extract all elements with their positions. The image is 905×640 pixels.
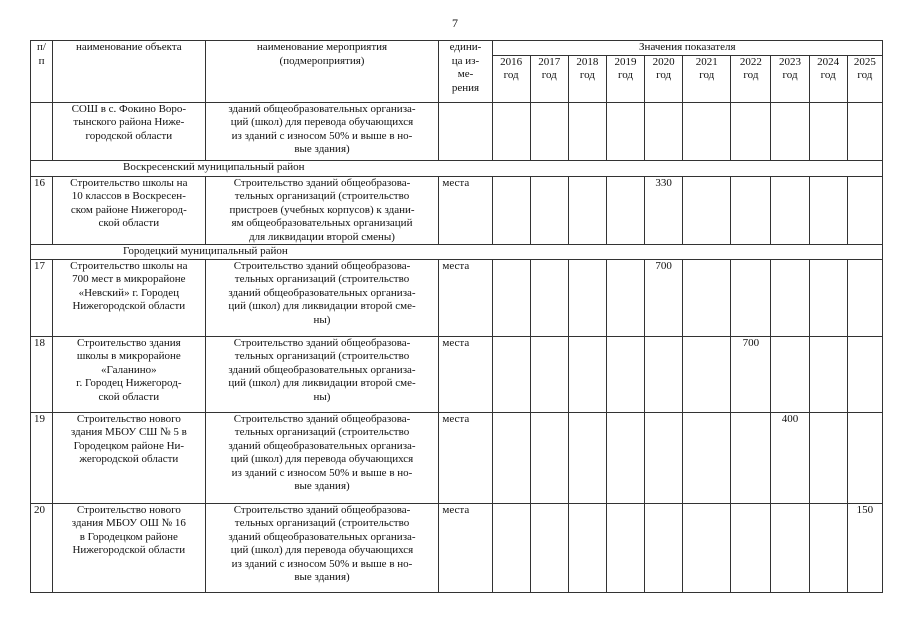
row-object: Строительство здания школы в микрорайоне «Галанино» г. Городец Нижегород- ской области	[53, 336, 206, 412]
row-year-value	[568, 503, 606, 592]
table-row	[31, 176, 883, 245]
row-year-value	[731, 259, 771, 336]
row-year-value	[492, 412, 530, 503]
header-year: 2025 год	[847, 55, 882, 102]
row-year-value: 400	[771, 412, 809, 503]
row-year-value	[492, 336, 530, 412]
row-year-value	[492, 102, 530, 160]
row-year-value	[809, 102, 847, 160]
row-year-value: 330	[645, 176, 683, 245]
row-year-value	[530, 102, 568, 160]
table-row	[31, 336, 883, 412]
row-year-value	[683, 503, 731, 592]
page-number: 7	[452, 16, 458, 30]
row-measure: Строительство зданий общеобразова- тельных организаций (строительство зданий общеобразовательных организа- ций (школ) для ликвидации второй сме- ны)	[205, 259, 439, 336]
row-measure: Строительство зданий общеобразова- тельных организаций (строительство зданий общеобразовательных организа- ций (школ) для ликвидации второй сме- ны)	[205, 336, 439, 412]
row-object: Строительство школы на 700 мест в микрорайоне «Невский» г. Городец Нижегородской области	[53, 259, 206, 336]
row-year-value	[731, 503, 771, 592]
row-year-value	[847, 176, 882, 245]
row-year-value	[492, 259, 530, 336]
row-year-value	[645, 102, 683, 160]
row-year-value	[645, 412, 683, 503]
row-year-value	[606, 102, 644, 160]
row-object: СОШ в с. Фокино Воро- тынского района Ниже- городской области	[53, 102, 206, 160]
row-unit	[439, 102, 492, 160]
header-year: 2023 год	[771, 55, 809, 102]
header-values-title: Значения показателя	[492, 41, 882, 56]
header-unit: едини- ца из- ме- рения	[439, 41, 492, 103]
row-year-value	[809, 336, 847, 412]
row-num: 19	[31, 412, 53, 503]
row-year-value	[683, 102, 731, 160]
row-object: Строительство нового здания МБОУ ОШ № 16 в Городецком районе Нижегородской области	[53, 503, 206, 592]
table-row	[31, 259, 883, 336]
row-year-value	[492, 176, 530, 245]
row-year-value	[847, 336, 882, 412]
row-num: 20	[31, 503, 53, 592]
table-row	[31, 102, 883, 160]
row-year-value	[683, 412, 731, 503]
header-year: 2021 год	[683, 55, 731, 102]
header-year: 2017 год	[530, 55, 568, 102]
header-year: 2020 год	[645, 55, 683, 102]
row-year-value	[606, 503, 644, 592]
header-year: 2016 год	[492, 55, 530, 102]
row-unit: места	[439, 259, 492, 336]
row-year-value	[606, 259, 644, 336]
row-year-value	[809, 176, 847, 245]
row-measure: Строительство зданий общеобразова- тельных организаций (строительство зданий общеобразовательных организа- ций (школ) для перевода обучающихся из зданий с износом 50% и выше в но- вые здания)	[205, 503, 439, 592]
row-unit: места	[439, 503, 492, 592]
row-unit: места	[439, 176, 492, 245]
row-year-value	[568, 259, 606, 336]
row-year-value	[771, 336, 809, 412]
row-year-value	[568, 336, 606, 412]
row-year-value	[731, 412, 771, 503]
header-year: 2019 год	[606, 55, 644, 102]
row-measure: Строительство зданий общеобразова- тельных организаций (строительство зданий общеобразовательных организа- ций (школ) для перевода обучающихся из зданий с износом 50% и выше в но- вые здания)	[205, 412, 439, 503]
row-year-value	[731, 176, 771, 245]
table-row	[31, 412, 883, 503]
row-year-value	[606, 412, 644, 503]
row-unit: места	[439, 336, 492, 412]
row-year-value	[771, 503, 809, 592]
row-num	[31, 102, 53, 160]
row-object: Строительство школы на 10 классов в Воскресен- ском районе Нижегород- ской области	[53, 176, 206, 245]
region-label: Городецкий муниципальный район	[31, 245, 883, 260]
row-year-value: 700	[645, 259, 683, 336]
row-year-value	[847, 102, 882, 160]
header-num: п/ п	[31, 41, 53, 103]
row-year-value	[771, 176, 809, 245]
row-year-value	[606, 176, 644, 245]
row-year-value	[568, 176, 606, 245]
row-num: 18	[31, 336, 53, 412]
row-year-value	[530, 259, 568, 336]
row-year-value	[568, 412, 606, 503]
row-year-value	[645, 336, 683, 412]
row-year-value	[683, 176, 731, 245]
row-year-value	[492, 503, 530, 592]
row-year-value	[683, 336, 731, 412]
row-num: 16	[31, 176, 53, 245]
header-object: наименование объекта	[53, 41, 206, 103]
row-year-value	[847, 412, 882, 503]
region-row	[31, 160, 883, 176]
header-measure: наименование мероприятия (подмероприятия)	[205, 41, 439, 103]
indicator-table	[30, 40, 883, 593]
row-year-value	[530, 336, 568, 412]
header-year: 2022 год	[731, 55, 771, 102]
header-year: 2024 год	[809, 55, 847, 102]
row-year-value: 150	[847, 503, 882, 592]
row-num: 17	[31, 259, 53, 336]
region-row	[31, 245, 883, 260]
row-object: Строительство нового здания МБОУ СШ № 5 в Городецком районе Ни- жегородской области	[53, 412, 206, 503]
row-measure: зданий общеобразовательных организа- ций (школ) для перевода обучающихся из зданий с износом 50% и выше в но- вые здания)	[205, 102, 439, 160]
row-year-value: 700	[731, 336, 771, 412]
row-measure: Строительство зданий общеобразова- тельных организаций (строительство пристроев (учебных корпусов) к здани- ям общеобразовательных организаций для ликвидации второй смены)	[205, 176, 439, 245]
row-year-value	[530, 412, 568, 503]
row-year-value	[683, 259, 731, 336]
row-year-value	[847, 259, 882, 336]
row-year-value	[731, 102, 771, 160]
row-year-value	[530, 503, 568, 592]
row-year-value	[809, 503, 847, 592]
row-year-value	[568, 102, 606, 160]
row-year-value	[606, 336, 644, 412]
region-label: Воскресенский муниципальный район	[31, 160, 883, 176]
row-year-value	[771, 102, 809, 160]
row-unit: места	[439, 412, 492, 503]
table-row	[31, 503, 883, 592]
row-year-value	[809, 412, 847, 503]
row-year-value	[809, 259, 847, 336]
row-year-value	[530, 176, 568, 245]
row-year-value	[771, 259, 809, 336]
row-year-value	[645, 503, 683, 592]
header-year: 2018 год	[568, 55, 606, 102]
